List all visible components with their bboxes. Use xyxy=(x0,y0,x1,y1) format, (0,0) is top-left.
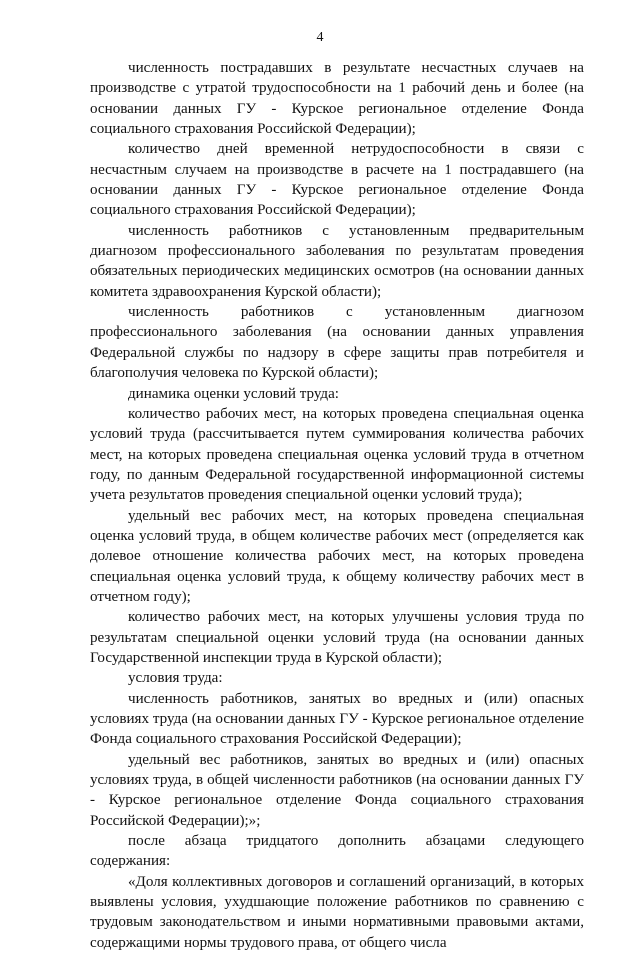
paragraph: динамика оценки условий труда: xyxy=(128,385,340,402)
paragraph: численность работников с установленным диагнозом профессионального заболевания (на основании данных управления Федеральной службы по надзору в сфере защиты прав потребителя и благополучия человека по Курской области); xyxy=(90,304,584,382)
paragraph: количество рабочих мест, на которых проведена специальная оценка условий труда (рассчитывается путем суммирования количества рабочих мест, на которых проведена специальная оценка условий труда в отчетном году, по данным Федеральной государственной информационной системы учета результатов проведения специальной оценки условий труда); xyxy=(90,405,584,504)
paragraph: условия труда: xyxy=(128,670,223,687)
paragraph: удельный вес рабочих мест, на которых проведена специальная оценка условий труда, в общем количестве рабочих мест (определяется как долевое отношение количества рабочих мест, на которых проведена специальная оценка условий труда, к общему количеству рабочих мест в отчетном году); xyxy=(90,507,584,605)
document-body xyxy=(90,58,584,953)
paragraph: количество дней временной нетрудоспособности в связи с несчастным случаем на производстве в расчете на 1 пострадавшего (на основании данных ГУ - Курское региональное отделение Фонда социального страхования Российской Федерации); xyxy=(90,141,584,219)
paragraph: «Доля коллективных договоров и соглашений организаций, в которых выявлены условия, ухудшающие положение работников по сравнению с трудовым законодательством и иными нормативными правовыми актами, содержащими нормы трудового права, от общего числа xyxy=(90,873,584,951)
paragraph: численность работников, занятых во вредных и (или) опасных условиях труда (на основании данных ГУ - Курское региональное отделение Фонда социального страхования Российской Федерации); xyxy=(90,690,584,748)
paragraph: количество рабочих мест, на которых улучшены условия труда по результатам специальной оценки условий труда (на основании данных Государственной инспекции труда в Курской области); xyxy=(90,609,584,666)
paragraph: удельный вес работников, занятых во вредных и (или) опасных условиях труда, в общей численности работников (на основании данных ГУ - Курское региональное отделение Фонда социального страхования Российской Федерации);»; xyxy=(90,751,584,829)
paragraph: численность работников с установленным предварительным диагнозом профессионального заболевания по результатам проведения обязательных периодических медицинских осмотров (на основании данных комитета здравоохранения Курской области); xyxy=(90,222,584,300)
paragraph: численность пострадавших в результате несчастных случаев на производстве с утратой трудоспособности на 1 рабочий день и более (на основании данных ГУ - Курское региональное отделение Фонда социального страхования Российской Федерации); xyxy=(90,60,584,138)
paragraph: после абзаца тридцатого дополнить абзацами следующего содержания: xyxy=(90,833,584,870)
page-number: 4 xyxy=(316,30,324,45)
